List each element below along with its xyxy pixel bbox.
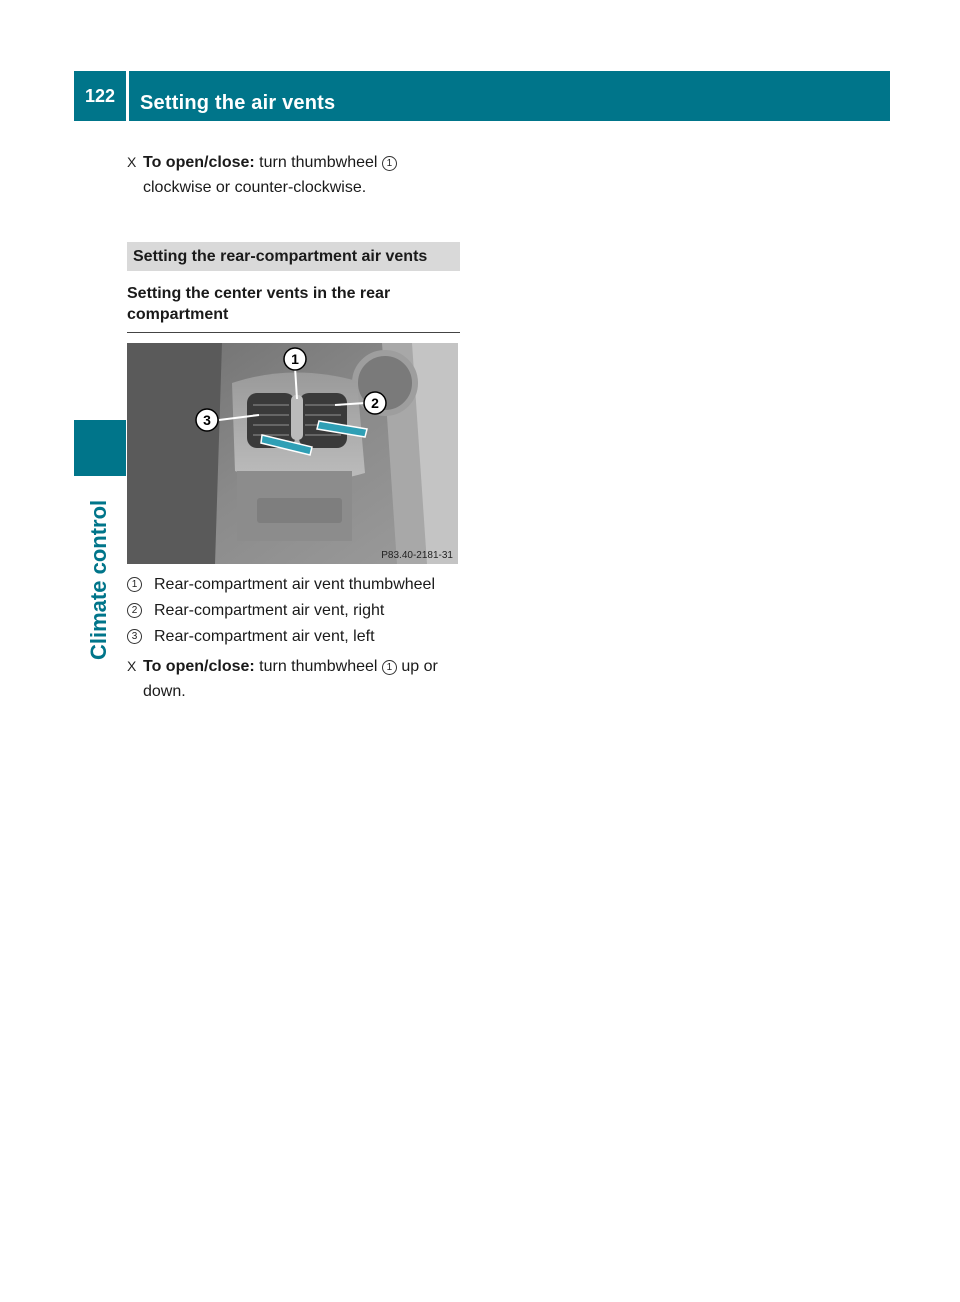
step-marker: X: [127, 154, 137, 170]
callout-2-label: 2: [371, 395, 379, 411]
rear-vents-illustration: [127, 343, 458, 564]
instruction-step: [127, 150, 460, 200]
legend-item: [127, 572, 460, 598]
legend-text: Rear-compartment air vent thumbwheel: [154, 576, 436, 593]
page-number: 122: [84, 85, 116, 106]
page-title: Setting the air vents: [140, 92, 336, 114]
step-text-continued: up or down.: [143, 658, 438, 700]
subheading: Setting the center vents in the rear compartment: [127, 283, 460, 333]
rear-vents-figure: [127, 343, 458, 564]
step-text: turn thumbwheel: [254, 154, 382, 171]
callout-ref: 1: [382, 660, 397, 675]
legend-number: 1: [127, 577, 142, 592]
legend-number: 3: [127, 629, 142, 644]
chapter-tab: [74, 420, 126, 476]
legend-text: Rear-compartment air vent, right: [154, 602, 385, 619]
callout-1-label: 1: [291, 351, 299, 367]
section-heading: Setting the rear-compartment air vents: [127, 242, 460, 271]
legend-item: [127, 624, 460, 650]
legend-number: 2: [127, 603, 142, 618]
instruction-step: [127, 654, 460, 704]
step-label: To open/close:: [143, 154, 255, 171]
step-text: turn thumbwheel: [254, 658, 382, 675]
figure-code: P83.40-2181-31: [381, 550, 453, 561]
callout-ref: 1: [382, 156, 397, 171]
callout-3-label: 3: [203, 412, 211, 428]
page-header: [74, 71, 890, 121]
content-column: [127, 150, 460, 704]
legend-text: Rear-compartment air vent, left: [154, 628, 375, 645]
figure-legend: [127, 572, 460, 650]
chapter-label: Climate control: [86, 499, 111, 660]
step-label: To open/close:: [143, 658, 255, 675]
step-text-continued: clockwise or counter-clockwise.: [143, 179, 367, 196]
header-divider: [126, 71, 129, 121]
step-marker: X: [127, 658, 137, 674]
legend-item: [127, 598, 460, 624]
